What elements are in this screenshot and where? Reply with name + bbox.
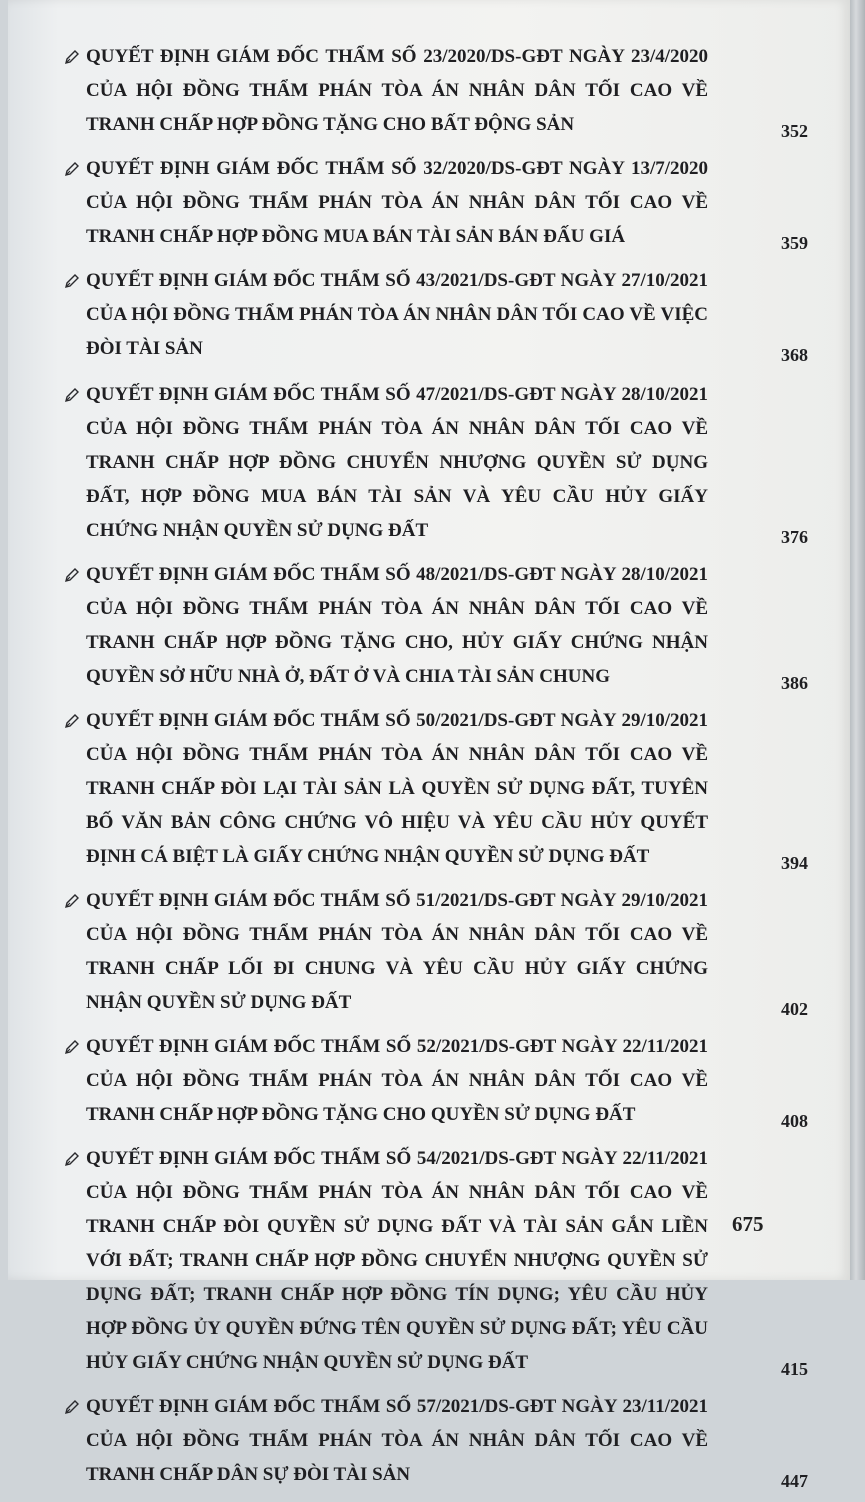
toc-entry-line: QUYỀN SỞ HỮU NHÀ Ở, ĐẤT Ở VÀ CHIA TÀI SẢN CHUNG: [86, 666, 610, 687]
toc-entry-line: QUYẾT ĐỊNH GIÁM ĐỐC THẨM SỐ 54/2021/DS-GĐT NGÀY 22/11/2021: [86, 1148, 708, 1169]
toc-entry-line: BỐ VĂN BẢN CÔNG CHỨNG VÔ HIỆU VÀ YÊU CẦU HỦY QUYẾT: [86, 812, 708, 833]
pen-nib-icon: [64, 273, 80, 289]
table-of-contents: [68, 40, 808, 1502]
toc-entry-line: TRANH CHẤP HỢP ĐỒNG TẶNG CHO BẤT ĐỘNG SẢN: [86, 114, 575, 135]
toc-entry-line: TRANH CHẤP HỢP ĐỒNG CHUYỂN NHƯỢNG QUYỀN SỬ DỤNG: [86, 452, 708, 473]
toc-entry-line: CỦA HỘI ĐỒNG THẨM PHÁN TÒA ÁN NHÂN DÂN TỐI CAO VỀ: [86, 80, 708, 101]
toc-page-number: 352: [781, 121, 808, 141]
toc-entry-line: QUYẾT ĐỊNH GIÁM ĐỐC THẨM SỐ 51/2021/DS-GĐT NGÀY 29/10/2021: [86, 890, 708, 911]
toc-entry-line: QUYẾT ĐỊNH GIÁM ĐỐC THẨM SỐ 43/2021/DS-GĐT NGÀY 27/10/2021: [86, 270, 708, 291]
toc-page-number: 394: [781, 853, 808, 873]
toc-page-number: 368: [781, 345, 808, 365]
page-edge: [850, 0, 865, 1280]
toc-page-number: 402: [781, 999, 808, 1019]
pen-nib-icon: [64, 893, 80, 909]
toc-entry-line: CỦA HỘI ĐỒNG THẨM PHÁN TÒA ÁN NHÂN DÂN TỐI CAO VỀ: [86, 1430, 708, 1451]
toc-entry: [68, 378, 808, 548]
toc-entry-line: HỢP ĐỒNG ỦY QUYỀN ĐỨNG TÊN QUYỀN SỬ DỤNG ĐẤT; YÊU CẦU: [86, 1318, 708, 1339]
toc-entry-line: CỦA HỘI ĐỒNG THẨM PHÁN TÒA ÁN NHÂN DÂN TỐI CAO VỀ: [86, 924, 708, 945]
toc-entry-line: ĐẤT, HỢP ĐỒNG MUA BÁN TÀI SẢN VÀ YÊU CẦU HỦY GIẤY: [86, 486, 708, 507]
toc-page-number: 376: [781, 527, 808, 547]
toc-entry-line: QUYẾT ĐỊNH GIÁM ĐỐC THẨM SỐ 48/2021/DS-GĐT NGÀY 28/10/2021: [86, 564, 708, 585]
toc-page-number: 359: [781, 233, 808, 253]
pen-nib-icon: [64, 1151, 80, 1167]
pen-nib-icon: [64, 161, 80, 177]
toc-entry-line: TRANH CHẤP HỢP ĐỒNG TẶNG CHO, HỦY GIẤY CHỨNG NHẬN: [86, 632, 708, 653]
pen-nib-icon: [64, 49, 80, 65]
toc-entry-line: CỦA HỘI ĐỒNG THẨM PHÁN TÒA ÁN NHÂN DÂN TỐI CAO VỀ: [86, 744, 708, 765]
toc-entry: [68, 264, 808, 366]
toc-entry-line: VỚI ĐẤT; TRANH CHẤP HỢP ĐỒNG CHUYỂN NHƯỢNG QUYỀN SỬ: [86, 1250, 708, 1271]
toc-entry-line: DỤNG ĐẤT; TRANH CHẤP HỢP ĐỒNG TÍN DỤNG; YÊU CẦU HỦY: [86, 1284, 708, 1305]
page-folio: 675: [732, 1212, 764, 1236]
toc-entry-line: TRANH CHẤP DÂN SỰ ĐÒI TÀI SẢN: [86, 1464, 411, 1485]
toc-entry-line: CỦA HỘI ĐỒNG THẨM PHÁN TÒA ÁN NHÂN DÂN TỐI CAO VỀ: [86, 192, 708, 213]
toc-entry: [68, 1030, 808, 1132]
toc-entry: [68, 1142, 808, 1380]
book-page: [8, 0, 850, 1491]
toc-page-number: 386: [781, 673, 808, 693]
pen-nib-icon: [64, 567, 80, 583]
toc-entry-line: TRANH CHẤP HỢP ĐỒNG MUA BÁN TÀI SẢN BÁN ĐẤU GIÁ: [86, 226, 626, 247]
toc-entry-line: NHẬN QUYỀN SỬ DỤNG ĐẤT: [86, 992, 352, 1013]
toc-entry-line: QUYẾT ĐỊNH GIÁM ĐỐC THẨM SỐ 47/2021/DS-GĐT NGÀY 28/10/2021: [86, 384, 708, 405]
pen-nib-icon: [64, 713, 80, 729]
toc-entry-line: QUYẾT ĐỊNH GIÁM ĐỐC THẨM SỐ 52/2021/DS-GĐT NGÀY 22/11/2021: [86, 1036, 708, 1057]
toc-entry-line: ĐÒI TÀI SẢN: [86, 338, 203, 359]
pen-nib-icon: [64, 1399, 80, 1415]
toc-entry-line: TRANH CHẤP ĐÒI QUYỀN SỬ DỤNG ĐẤT VÀ TÀI SẢN GẮN LIỀN: [86, 1216, 708, 1237]
toc-page-number: 415: [781, 1359, 808, 1379]
pen-nib-icon: [64, 387, 80, 403]
toc-entry: [68, 884, 808, 1020]
toc-entry-line: CỦA HỘI ĐỒNG THẨM PHÁN TÒA ÁN NHÂN DÂN TỐI CAO VỀ: [86, 598, 708, 619]
toc-entry-line: QUYẾT ĐỊNH GIÁM ĐỐC THẨM SỐ 23/2020/DS-GĐT NGÀY 23/4/2020: [86, 46, 708, 67]
toc-entry: [68, 152, 808, 254]
toc-page-number: 408: [781, 1111, 808, 1131]
toc-entry-line: CHỨNG NHẬN QUYỀN SỬ DỤNG ĐẤT: [86, 520, 429, 541]
toc-entry-line: TRANH CHẤP LỐI ĐI CHUNG VÀ YÊU CẦU HỦY GIẤY CHỨNG: [86, 958, 708, 979]
toc-entry-line: CỦA HỘI ĐỒNG THẨM PHÁN TÒA ÁN NHÂN DÂN TỐI CAO VỀ: [86, 1182, 708, 1203]
pen-nib-icon: [64, 1039, 80, 1055]
toc-entry-line: CỦA HỘI ĐỒNG THẨM PHÁN TÒA ÁN NHÂN DÂN TỐI CAO VỀ: [86, 418, 708, 439]
toc-entry-line: CỦA HỘI ĐỒNG THẨM PHÁN TÒA ÁN NHÂN DÂN TỐI CAO VỀ VIỆC: [86, 304, 708, 325]
toc-entry-line: QUYẾT ĐỊNH GIÁM ĐỐC THẨM SỐ 57/2021/DS-GĐT NGÀY 23/11/2021: [86, 1396, 708, 1417]
toc-entry-line: TRANH CHẤP ĐÒI LẠI TÀI SẢN LÀ QUYỀN SỬ DỤNG ĐẤT, TUYÊN: [86, 778, 708, 799]
toc-entry-line: TRANH CHẤP HỢP ĐỒNG TẶNG CHO QUYỀN SỬ DỤNG ĐẤT: [86, 1104, 636, 1125]
toc-entry: [68, 1390, 808, 1492]
toc-entry: [68, 558, 808, 694]
toc-entry: [68, 40, 808, 142]
toc-page-number: 447: [781, 1471, 808, 1491]
toc-entry-line: HỦY GIẤY CHỨNG NHẬN QUYỀN SỬ DỤNG ĐẤT: [86, 1352, 529, 1373]
toc-entry-line: CỦA HỘI ĐỒNG THẨM PHÁN TÒA ÁN NHÂN DÂN TỐI CAO VỀ: [86, 1070, 708, 1091]
toc-entry-line: ĐỊNH CÁ BIỆT LÀ GIẤY CHỨNG NHẬN QUYỀN SỬ DỤNG ĐẤT: [86, 846, 650, 867]
toc-entry-line: QUYẾT ĐỊNH GIÁM ĐỐC THẨM SỐ 50/2021/DS-GĐT NGÀY 29/10/2021: [86, 710, 708, 731]
toc-entry: [68, 704, 808, 874]
toc-entry-line: QUYẾT ĐỊNH GIÁM ĐỐC THẨM SỐ 32/2020/DS-GĐT NGÀY 13/7/2020: [86, 158, 708, 179]
